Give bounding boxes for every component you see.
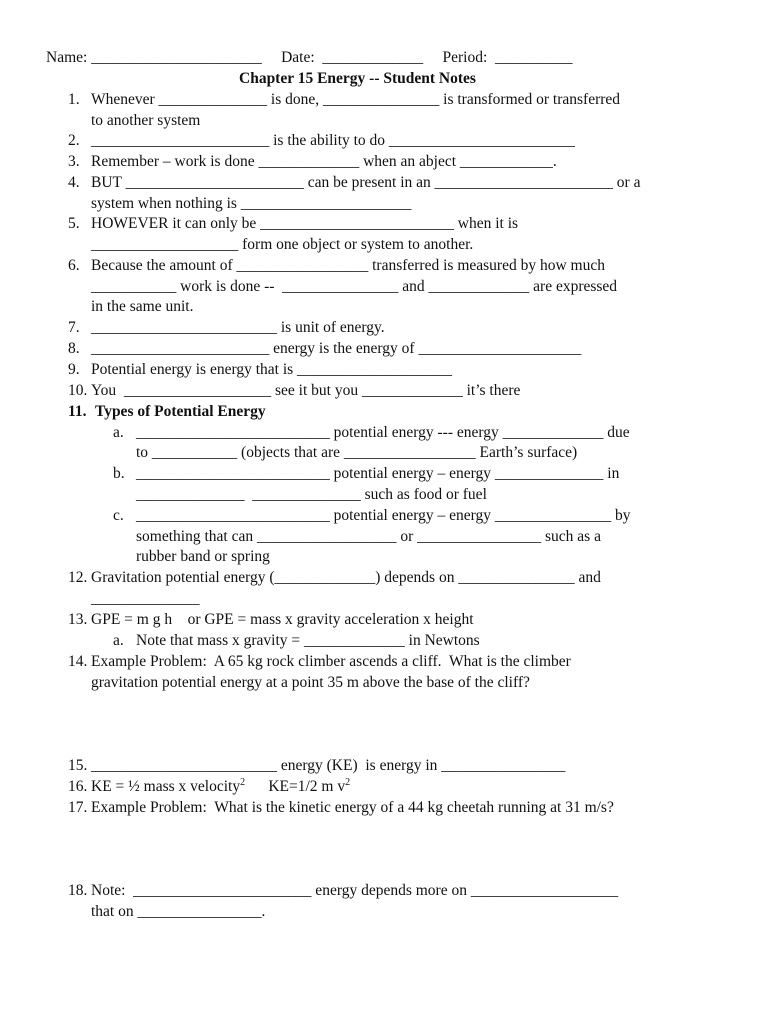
item-13: GPE = m g h or GPE = mass x gravity acceleration x height	[91, 611, 474, 628]
item-5-line-2: ___________________ form one object or system to another.	[91, 236, 474, 253]
item-2: _______________________ is the ability to do ________________________	[91, 132, 575, 149]
item-number: 10.	[68, 382, 88, 399]
item-6-line-1: Because the amount of _________________ transferred is measured by how much	[91, 257, 605, 274]
item-11c-line-1: _________________________ potential energy – energy _______________ by	[136, 507, 631, 524]
header-line: Name: ______________________ Date: _____________ Period: __________	[46, 49, 573, 66]
ke-formula-text: KE = ½ mass x velocity	[91, 778, 241, 795]
ke-formula-short: KE=1/2 m v	[245, 778, 346, 795]
item-number: 7.	[68, 319, 80, 336]
item-number: 5.	[68, 215, 80, 232]
item-number: 3.	[68, 153, 80, 170]
item-13a: Note that mass x gravity = _____________ in Newtons	[136, 632, 480, 649]
item-number: 18.	[68, 882, 88, 899]
item-8: _______________________ energy is the energy of _____________________	[91, 340, 582, 357]
item-number: 11.	[68, 403, 87, 420]
item-6-line-2: ___________ work is done -- _______________ and _____________ are expressed	[91, 278, 618, 295]
item-10: You ___________________ see it but you _____________ it’s there	[91, 382, 521, 399]
item-number: 17.	[68, 799, 88, 816]
item-1-line-1: Whenever ______________ is done, _______________ is transformed or transferred	[91, 91, 621, 108]
item-12-line-1: Gravitation potential energy (_____________) depends on _______________ and	[91, 569, 601, 586]
item-11c-line-3: rubber band or spring	[136, 548, 270, 565]
item-number: 12.	[68, 569, 88, 586]
item-11-heading: Types of Potential Energy	[95, 403, 266, 420]
item-number: 8.	[68, 340, 80, 357]
item-9: Potential energy is energy that is ____________________	[91, 361, 453, 378]
item-7: ________________________ is unit of energy.	[91, 319, 385, 336]
page-title: Chapter 15 Energy -- Student Notes	[239, 70, 476, 87]
item-14-line-2: gravitation potential energy at a point 35 m above the base of the cliff?	[91, 674, 530, 691]
item-number: 14.	[68, 653, 88, 670]
subitem-letter: c.	[113, 507, 124, 524]
item-4-line-1: BUT _______________________ can be present in an _______________________ or a	[91, 174, 641, 191]
item-number: 4.	[68, 174, 80, 191]
subitem-letter: b.	[113, 465, 125, 482]
item-number: 9.	[68, 361, 80, 378]
item-17: Example Problem: What is the kinetic energy of a 44 kg cheetah running at 31 m/s?	[91, 799, 614, 816]
item-5-line-1: HOWEVER it can only be _________________________ when it is	[91, 215, 519, 232]
item-18-line-2: that on ________________.	[91, 903, 266, 920]
item-15: ________________________ energy (KE) is energy in ________________	[91, 757, 566, 774]
item-11a-line-1: _________________________ potential energy --- energy _____________ due	[136, 424, 630, 441]
velocity-exponent: 2	[240, 776, 246, 788]
item-number: 13.	[68, 611, 88, 628]
item-11b-line-1: _________________________ potential energy – energy ______________ in	[136, 465, 620, 482]
item-18-line-1: Note: _______________________ energy depends more on ___________________	[91, 882, 619, 899]
item-3: Remember – work is done _____________ when an abject ____________.	[91, 153, 557, 170]
item-11c-line-2: something that can __________________ or ________________ such as a	[136, 528, 601, 545]
item-6-line-3: in the same unit.	[91, 298, 194, 315]
item-number: 6.	[68, 257, 80, 274]
item-number: 16.	[68, 778, 88, 795]
item-11a-line-2: to ___________ (objects that are _________________ Earth’s surface)	[136, 444, 578, 461]
item-number: 15.	[68, 757, 88, 774]
subitem-letter: a.	[113, 632, 124, 649]
item-14-line-1: Example Problem: A 65 kg rock climber ascends a cliff. What is the climber	[91, 653, 571, 670]
item-12-line-2: ______________	[91, 590, 200, 607]
item-16-formula	[91, 777, 350, 797]
item-4-line-2: system when nothing is ______________________	[91, 195, 412, 212]
subitem-letter: a.	[113, 424, 124, 441]
item-11b-line-2: ______________ ______________ such as food or fuel	[136, 486, 487, 503]
item-number: 1.	[68, 91, 80, 108]
v-exponent: 2	[345, 776, 351, 788]
item-number: 2.	[68, 132, 80, 149]
item-1-line-2: to another system	[91, 112, 201, 129]
